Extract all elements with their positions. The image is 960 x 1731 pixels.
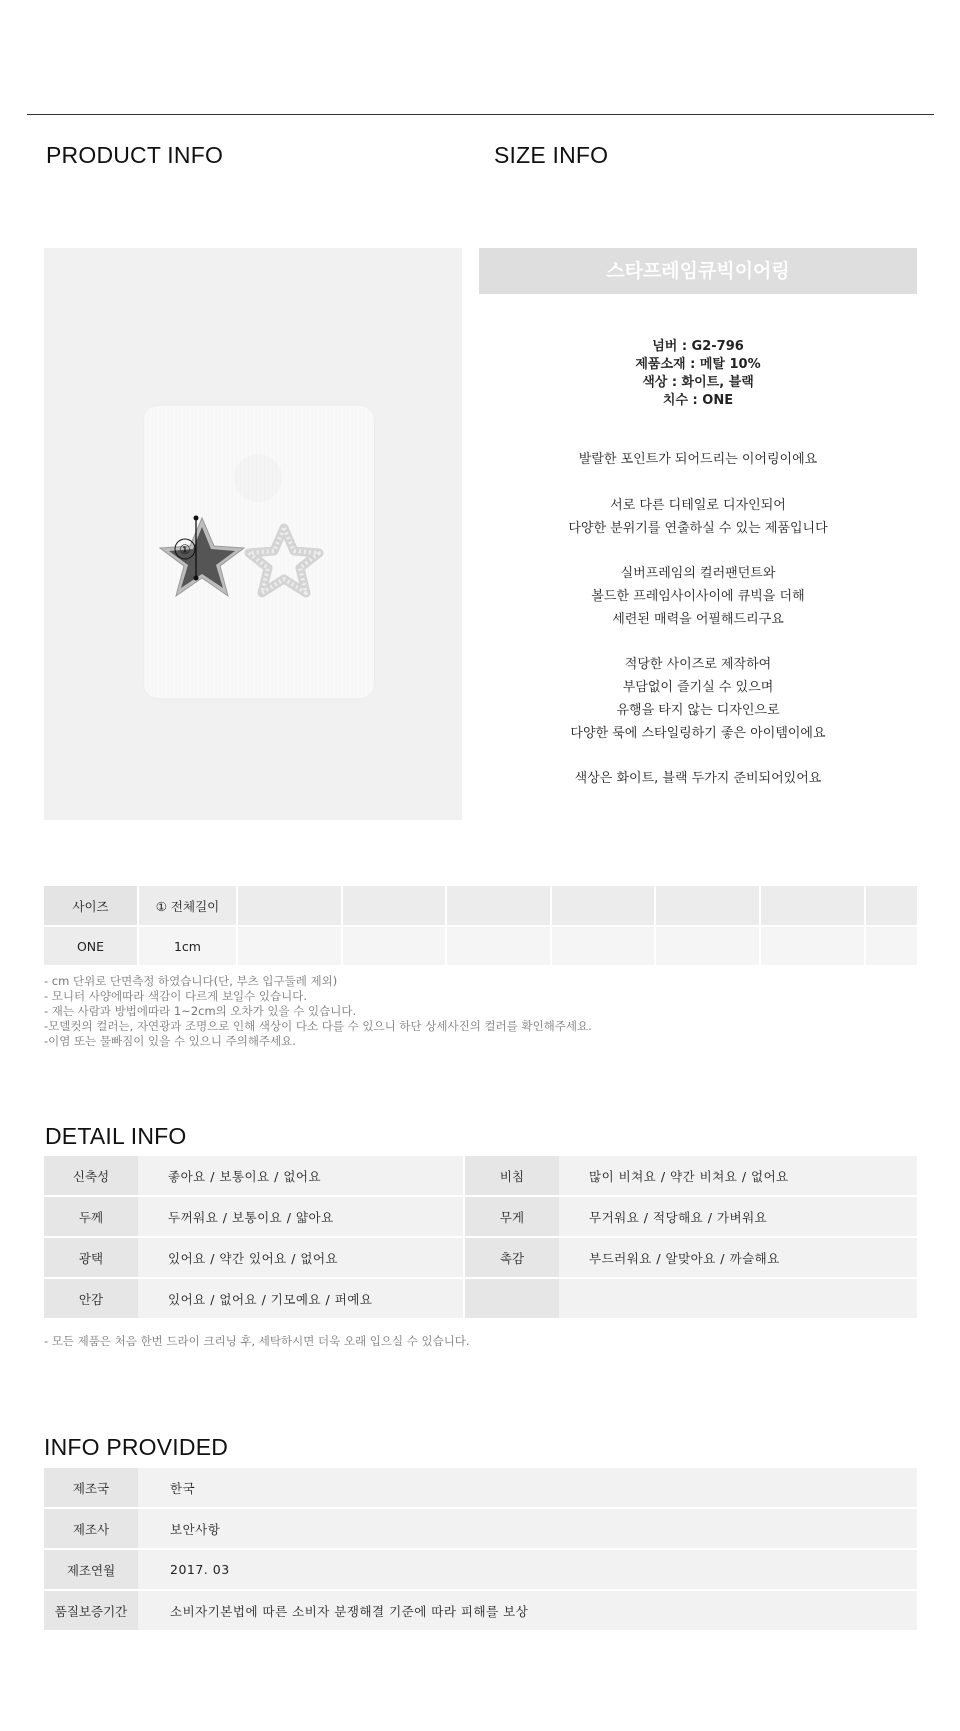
description-line: 다양한 분위기를 연출하실 수 있는 제품입니다 bbox=[568, 521, 828, 536]
description-line: 세련된 매력을 어필해드리구요 bbox=[612, 612, 784, 627]
size-header-cell: 사이즈 bbox=[44, 886, 138, 926]
detail-row bbox=[44, 1156, 917, 1196]
product-info-title: PRODUCT INFO bbox=[46, 142, 224, 168]
size-header-cell bbox=[551, 886, 656, 926]
detail-row bbox=[44, 1237, 917, 1278]
detail-label: 안감 bbox=[44, 1278, 138, 1319]
size-note: - 모니터 사양에따라 색감이 다르게 보일수 있습니다. bbox=[44, 989, 308, 1003]
top-divider bbox=[27, 114, 934, 115]
detail-value: 부드러워요 / 알맞아요 / 까슬해요 bbox=[559, 1237, 917, 1278]
measure-marker: ① bbox=[179, 543, 191, 558]
size-header-cell bbox=[760, 886, 865, 926]
spec-number: 넘버 : G2-796 bbox=[652, 339, 744, 354]
description-line: 유행을 타지 않는 디자인으로 bbox=[616, 703, 780, 718]
description-line: 다양한 룩에 스타일링하기 좋은 아이템이에요 bbox=[570, 726, 826, 741]
size-table bbox=[44, 886, 917, 967]
size-header-cell: ① 전체길이 bbox=[138, 886, 237, 926]
size-header-cell bbox=[446, 886, 551, 926]
size-cell bbox=[760, 926, 865, 966]
detail-label: 신축성 bbox=[44, 1156, 138, 1196]
info-provided-title: INFO PROVIDED bbox=[44, 1434, 229, 1460]
info-row bbox=[44, 1549, 917, 1590]
detail-label: 비침 bbox=[465, 1156, 559, 1196]
detail-label: 무게 bbox=[465, 1196, 559, 1237]
size-cell bbox=[342, 926, 447, 966]
earrings-image bbox=[144, 406, 374, 698]
size-header-cell bbox=[237, 886, 342, 926]
size-cell bbox=[446, 926, 551, 966]
info-value: 2017. 03 bbox=[138, 1549, 917, 1590]
size-note: -모델컷의 컬러는, 자연광과 조명으로 인해 색상이 다소 다를 수 있으니 하단 상세사진의 컬러를 확인해주세요. bbox=[44, 1019, 592, 1033]
detail-value: 많이 비쳐요 / 약간 비쳐요 / 없어요 bbox=[559, 1156, 917, 1196]
detail-value: 좋아요 / 보통이요 / 없어요 bbox=[138, 1156, 463, 1196]
size-notes bbox=[44, 974, 592, 1049]
size-cell bbox=[865, 926, 917, 966]
info-value: 소비자기본법에 따른 소비자 분쟁해결 기준에 따라 피해를 보상 bbox=[138, 1590, 917, 1631]
size-note: - 재는 사람과 방법에따라 1~2cm의 오차가 있을 수 있습니다. bbox=[44, 1004, 357, 1018]
info-label: 품질보증기간 bbox=[44, 1590, 138, 1631]
description-line: 실버프레임의 컬러팬던트와 bbox=[620, 566, 776, 581]
product-photo bbox=[44, 248, 462, 820]
detail-value: 무거워요 / 적당해요 / 가벼워요 bbox=[559, 1196, 917, 1237]
size-cell: ONE bbox=[44, 926, 138, 966]
description-line: 부담없이 즐기실 수 있으며 bbox=[622, 680, 774, 695]
size-cell bbox=[237, 926, 342, 966]
info-value: 보안사항 bbox=[138, 1508, 917, 1549]
size-header-cell bbox=[342, 886, 447, 926]
description-line: 적당한 사이즈로 제작하여 bbox=[624, 657, 772, 672]
detail-label bbox=[465, 1278, 559, 1319]
info-row bbox=[44, 1590, 917, 1631]
detail-value: 있어요 / 약간 있어요 / 없어요 bbox=[138, 1237, 463, 1278]
size-cell bbox=[655, 926, 760, 966]
info-label: 제조국 bbox=[44, 1468, 138, 1508]
description-line: 서로 다른 디테일로 디자인되어 bbox=[610, 498, 786, 513]
size-note: -이염 또는 물빠짐이 있을 수 있으니 주의해주세요. bbox=[44, 1034, 296, 1048]
size-header-cell bbox=[655, 886, 760, 926]
earring-card bbox=[144, 406, 374, 698]
detail-info-title: DETAIL INFO bbox=[45, 1123, 187, 1149]
info-label: 제조사 bbox=[44, 1508, 138, 1549]
info-provided-table bbox=[44, 1468, 917, 1632]
detail-value bbox=[559, 1278, 917, 1319]
spec-material: 제품소재 : 메탈 10% bbox=[635, 357, 761, 372]
detail-label: 두께 bbox=[44, 1196, 138, 1237]
size-table-header bbox=[44, 886, 917, 926]
info-value: 한국 bbox=[138, 1468, 917, 1508]
size-note: - cm 단위로 단면측정 하였습니다(단, 부츠 입구둘레 제외) bbox=[44, 974, 338, 988]
detail-table bbox=[44, 1156, 917, 1320]
size-cell: 1cm bbox=[138, 926, 237, 966]
detail-row bbox=[44, 1196, 917, 1237]
detail-label: 촉감 bbox=[465, 1237, 559, 1278]
size-header-cell bbox=[865, 886, 917, 926]
detail-note: - 모든 제품은 처음 한번 드라이 크리닝 후, 세탁하시면 더욱 오래 입으실 수 있습니다. bbox=[44, 1334, 470, 1348]
spec-size: 치수 : ONE bbox=[662, 393, 734, 408]
detail-value: 있어요 / 없어요 / 기모예요 / 퍼예요 bbox=[138, 1278, 463, 1319]
size-info-title: SIZE INFO bbox=[494, 142, 609, 168]
info-row bbox=[44, 1468, 917, 1508]
size-cell bbox=[551, 926, 656, 966]
detail-value: 두꺼워요 / 보통이요 / 얇아요 bbox=[138, 1196, 463, 1237]
detail-row bbox=[44, 1278, 917, 1319]
info-label: 제조연월 bbox=[44, 1549, 138, 1590]
product-name-bar: 스타프레임큐빅이어링 bbox=[479, 248, 917, 294]
description-line: 볼드한 프레임사이사이에 큐빅을 더해 bbox=[591, 589, 805, 604]
description-line: 색상은 화이트, 블랙 두가지 준비되어있어요 bbox=[574, 771, 822, 786]
info-row bbox=[44, 1508, 917, 1549]
detail-label: 광택 bbox=[44, 1237, 138, 1278]
size-table-row bbox=[44, 926, 917, 966]
spec-color: 색상 : 화이트, 블랙 bbox=[642, 375, 754, 390]
description-line: 발랄한 포인트가 되어드리는 이어링이에요 bbox=[578, 452, 818, 467]
